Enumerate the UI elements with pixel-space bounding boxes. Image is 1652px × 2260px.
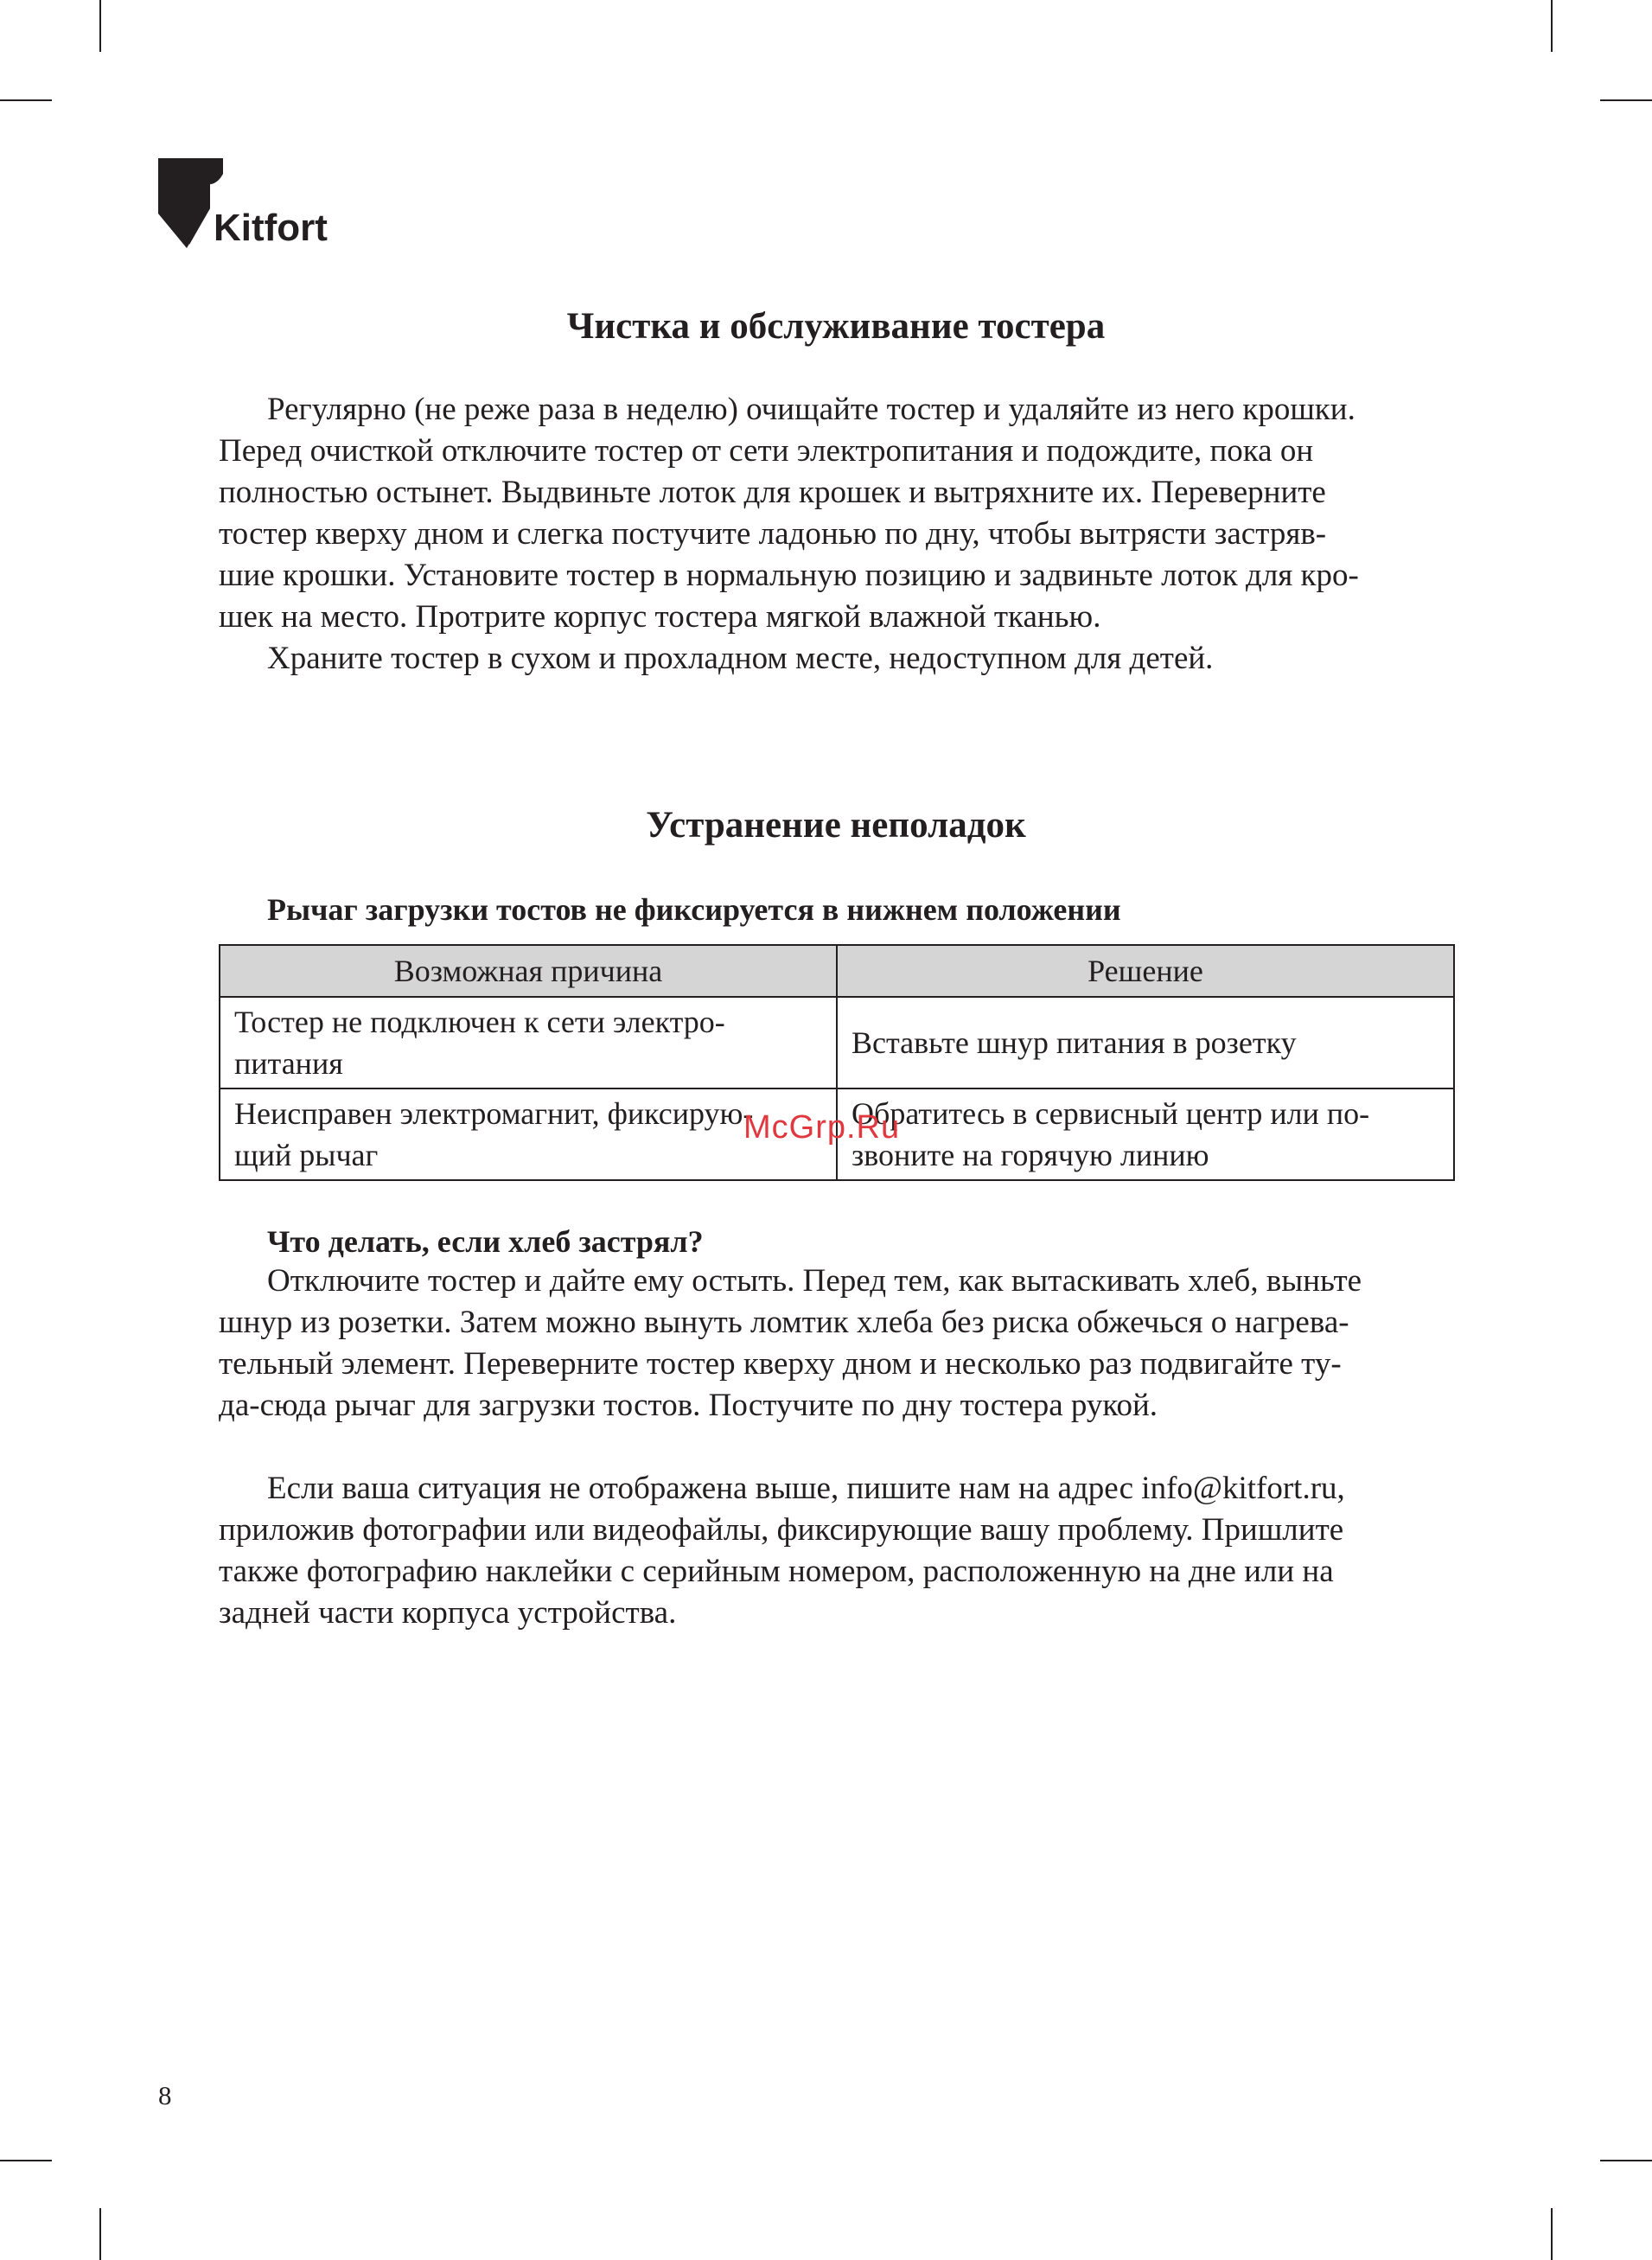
page-number: 8 [158,2080,172,2110]
cell-line: щий рычаг [234,1138,379,1172]
text-line: шек на место. Протрите корпус тостера мягкой влажной тканью. [219,599,1101,635]
kitfort-logo-text: Kitfort [214,207,328,249]
header-cause: Возможная причина [220,945,837,997]
text-line: задней части корпуса устройства. [219,1595,677,1631]
crop-mark-top-right-h [1600,99,1652,101]
text-line: полностью остынет. Выдвиньте лоток для крошек и вытряхните их. Переверните [219,475,1326,510]
cell-line: питания [234,1046,343,1081]
bread-stuck-paragraph [219,1261,1453,1427]
text-line: Отключите тостер и дайте ему остыть. Перед тем, как вытаскивать хлеб, выньте [267,1263,1362,1299]
crop-mark-bottom-left-v [99,2208,101,2260]
text-line: Перед очисткой отключите тостер от сети электропитания и подождите, пока он [219,433,1314,469]
solution-cell [837,1089,1454,1180]
cell-line: Неисправен электромагнит, фиксирую- [234,1096,754,1131]
contact-paragraph [219,1468,1453,1634]
text-line: Если ваша ситуация не отображена выше, пишите нам на адрес info@kitfort.ru, [267,1471,1345,1506]
solution-cell [837,997,1454,1089]
kitfort-logo [158,158,348,253]
text-line: шие крошки. Установите тостер в нормальную позицию и задвиньте лоток для кро- [219,558,1359,593]
table-header-row [220,945,1454,997]
text-line: да-сюда рычаг для загрузки тостов. Постучите по дну тостера рукой. [219,1388,1158,1423]
cleaning-paragraph [219,389,1453,680]
troubleshooting-title: Устранение неполадок [646,805,1026,846]
crop-mark-bottom-left-h [0,2160,52,2161]
cleaning-title: Чистка и обслуживание тостера [566,306,1106,347]
text-line: приложив фотографии или видеофайлы, фиксирующие вашу проблему. Пришлите [219,1512,1344,1548]
cause-cell [220,997,837,1089]
text-line: тельный элемент. Переверните тостер кверху дном и несколько раз подвигайте ту- [219,1346,1342,1382]
cell-line: Вставьте шнур питания в розетку [852,1025,1297,1060]
cell-line: Тостер не подключен к сети электро- [234,1005,725,1039]
problem-lever-heading: Рычаг загрузки тостов не фиксируется в нижнем положении [267,892,1121,927]
crop-mark-top-right-v [1551,0,1553,52]
text-line: Регулярно (не реже раза в неделю) очищайте тостер и удаляйте из него крошки. [267,392,1355,427]
cell-line: Обратитесь в сервисный центр или по- [852,1096,1370,1131]
watermark: McGrp.Ru [743,1109,901,1146]
text-line: шнур из розетки. Затем можно вынуть ломтик хлеба без риска обжечься о нагрева- [219,1305,1349,1340]
storage-text: Храните тостер в сухом и прохладном месте, недоступном для детей. [267,641,1214,676]
crop-mark-top-left-h [0,99,52,101]
header-solution: Решение [837,945,1454,997]
text-line: также фотографию наклейки с серийным номером, расположенную на дне или на [219,1554,1334,1589]
crop-mark-bottom-right-h [1600,2160,1652,2161]
crop-mark-bottom-right-v [1551,2208,1553,2260]
crop-mark-top-left-v [99,0,101,52]
text-line: тостер кверху дном и слегка постучите ладонью по дну, чтобы вытрясти застряв- [219,516,1327,552]
problem-bread-heading: Что делать, если хлеб застрял? [267,1224,704,1259]
cell-line: звоните на горячую линию [852,1138,1209,1172]
table-row [220,997,1454,1089]
